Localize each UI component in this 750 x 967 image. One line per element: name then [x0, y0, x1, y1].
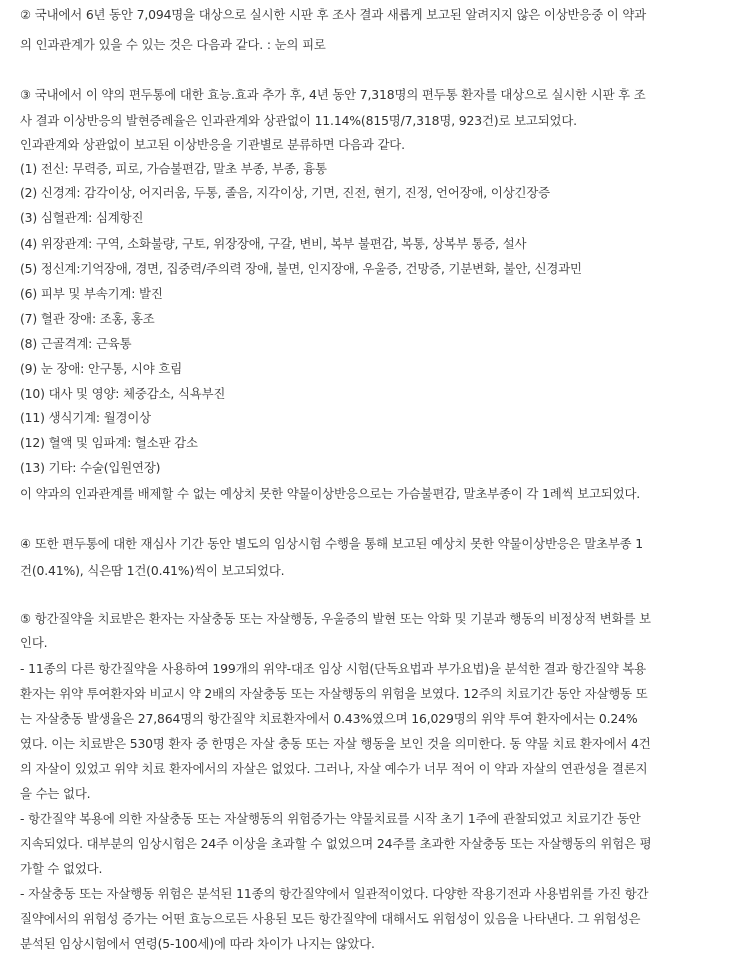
section-5-line: 는 자살충동 발생율은 27,864명의 항간질약 치료환자에서 0.43%였으며 16,029명의 위약 투여 환자에서는 0.24%: [20, 711, 638, 726]
organ-list-item: (4) 위장관계: 구역, 소화불량, 구토, 위장장애, 구갈, 변비, 복부 불편감, 복통, 상복부 통증, 설사: [20, 236, 527, 251]
organ-list-item: (7) 혈관 장애: 조홍, 홍조: [20, 311, 155, 326]
section-5-line: 질약에서의 위험성 증가는 어떤 효능으로든 사용된 모든 항간질약에 대해서도 위험성이 있음을 나타낸다. 그 위험성은: [20, 911, 641, 926]
section-3-line: ③ 국내에서 이 약의 편두통에 대한 효능.효과 추가 후, 4년 동안 7,318명의 편두통 환자를 대상으로 실시한 시판 후 조: [20, 87, 646, 102]
section-5-line: - 자살충동 또는 자살행동 위험은 분석된 11종의 항간질약에서 일관적이었다. 다양한 작용기전과 사용범위를 가진 항간: [20, 886, 649, 901]
organ-list-item: (13) 기타: 수술(입원연장): [20, 460, 161, 475]
section-5-line: 의 자살이 있었고 위약 치료 환자에서의 자살은 없었다. 그러나, 자살 예수가 너무 적어 이 약과 자살의 연관성을 결론지: [20, 761, 648, 776]
organ-list-item: (2) 신경계: 감각이상, 어지러움, 두통, 졸음, 지각이상, 기면, 진전, 현기, 진정, 언어장애, 이상긴장증: [20, 185, 550, 200]
organ-list-item: (11) 생식기계: 월경이상: [20, 410, 151, 425]
organ-list-item: (3) 심혈관계: 심계항진: [20, 210, 144, 225]
organ-list-item: (8) 근골격계: 근육통: [20, 336, 132, 351]
section-3-closing: 이 약과의 인과관계를 배제할 수 없는 예상치 못한 약물이상반응으로는 가슴불편감, 말초부종이 각 1례씩 보고되었다.: [20, 486, 641, 501]
section-5-line: 환자는 위약 투여환자와 비교시 약 2배의 자살충동 또는 자살행동의 위험을 보였다. 12주의 치료기간 동안 자살행동 또: [20, 686, 648, 701]
section-2-line: ② 국내에서 6년 동안 7,094명을 대상으로 실시한 시판 후 조사 결과 새롭게 보고된 알려지지 않은 이상반응중 이 약과: [20, 7, 647, 22]
section-5-line: 분석된 임상시험에서 연령(5-100세)에 따라 차이가 나지는 않았다.: [20, 936, 375, 951]
section-5-line: ⑤ 항간질약을 치료받은 환자는 자살충동 또는 자살행동, 우울증의 발현 또는 악화 및 기분과 행동의 비정상적 변화를 보: [20, 611, 651, 626]
section-5-line: - 항간질약 복용에 의한 자살충동 또는 자살행동의 위험증가는 약물치료를 시작 초기 1주에 관찰되었고 치료기간 동안: [20, 811, 641, 826]
organ-list-item: (12) 혈액 및 임파계: 혈소판 감소: [20, 435, 198, 450]
organ-list-item: (6) 피부 및 부속기계: 발진: [20, 286, 163, 301]
section-5-line: 인다.: [20, 635, 48, 650]
section-5-line: 였다. 이는 치료받은 530명 환자 중 한명은 자살 충동 또는 자살 행동을 보인 것을 의미한다. 동 약물 치료 환자에서 4건: [20, 736, 651, 751]
section-5-line: 을 수는 없다.: [20, 786, 91, 801]
section-4-line: ④ 또한 편두통에 대한 재심사 기간 동안 별도의 임상시험 수행을 통해 보고된 예상치 못한 약물이상반응은 말초부종 1: [20, 536, 643, 551]
section-4-line: 건(0.41%), 식은땀 1건(0.41%)씩이 보고되었다.: [20, 563, 285, 578]
section-5-line: - 11종의 다른 항간질약을 사용하여 199개의 위약-대조 임상 시험(단독요법과 부가요법)을 분석한 결과 항간질약 복용: [20, 661, 646, 676]
section-2-line: 의 인과관계가 있을 수 있는 것은 다음과 같다. : 눈의 피로: [20, 37, 326, 52]
organ-list-item: (9) 눈 장애: 안구통, 시야 흐림: [20, 361, 183, 376]
organ-list-item: (1) 전신: 무력증, 피로, 가슴불편감, 말초 부종, 부종, 흉통: [20, 161, 327, 176]
organ-list-item: (10) 대사 및 영양: 체중감소, 식욕부진: [20, 386, 226, 401]
section-5-line: 지속되었다. 대부분의 임상시험은 24주 이상을 초과할 수 없었으며 24주를 초과한 자살충동 또는 자살행동의 위험은 평: [20, 836, 652, 851]
organ-list-item: (5) 정신계:기억장애, 경면, 집중력/주의력 장애, 불면, 인지장애, 우울증, 건망증, 기분변화, 불안, 신경과민: [20, 261, 582, 276]
section-3-line: 사 결과 이상반응의 발현증례율은 인과관계와 상관없이 11.14%(815명/7,318명, 923건)로 보고되었다.: [20, 113, 577, 128]
section-3-line: 인과관계와 상관없이 보고된 이상반응을 기관별로 분류하면 다음과 같다.: [20, 137, 405, 152]
section-5-line: 가할 수 없었다.: [20, 861, 103, 876]
